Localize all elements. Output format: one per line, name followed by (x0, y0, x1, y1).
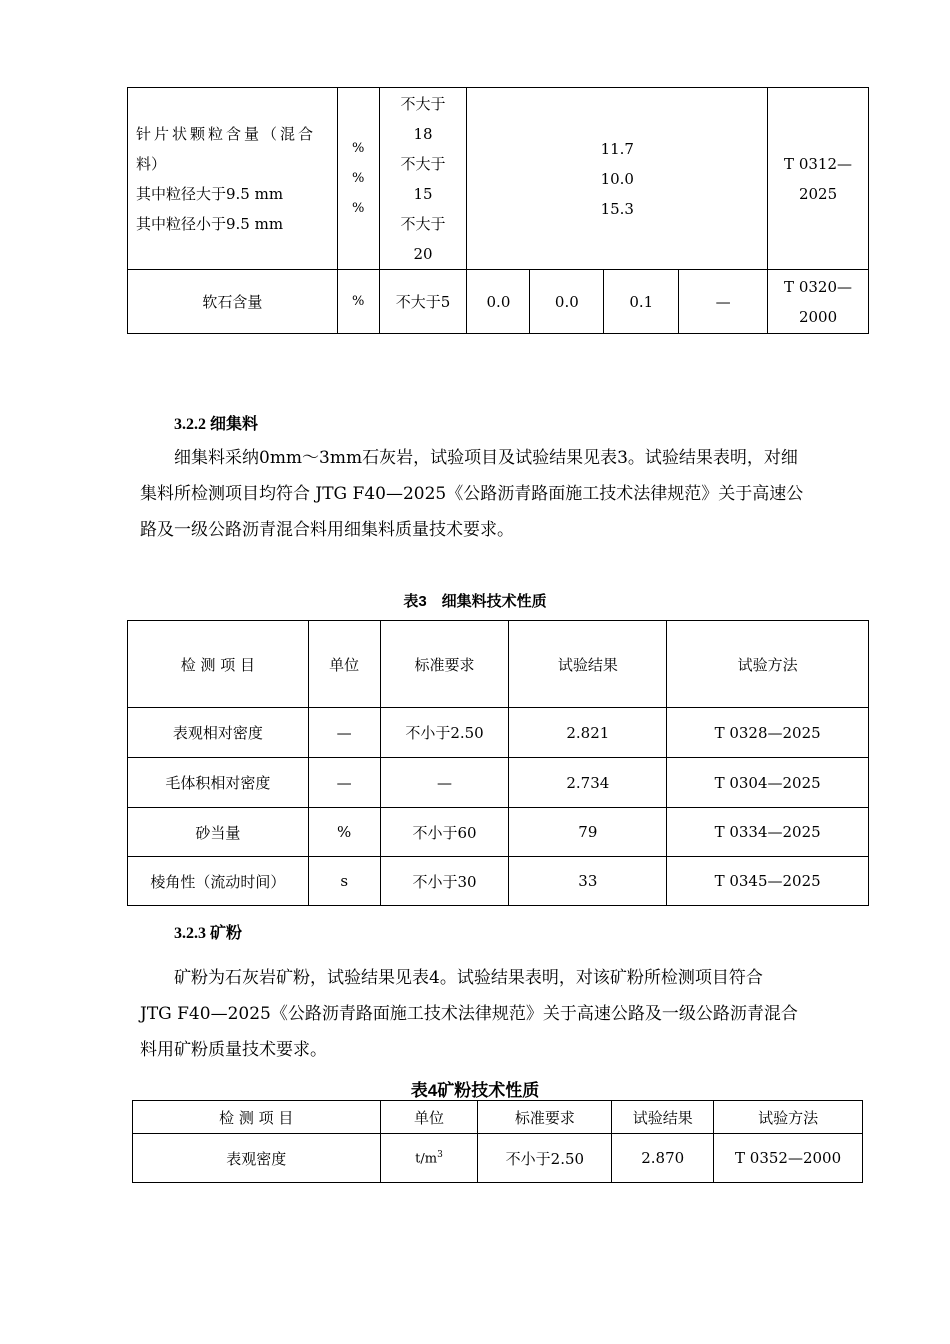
unit-line: % (351, 200, 365, 216)
paragraph-line: 路及一级公路沥青混合料用细集料质量技术要求。 (140, 520, 514, 540)
table-cell: 不小于30 (380, 857, 509, 906)
table-cell: 表观密度 (133, 1134, 381, 1183)
result-cell: — (679, 270, 768, 334)
method-cell (768, 270, 869, 334)
standard-line: 不大于 (400, 94, 446, 113)
column-header: 试验方法 (714, 1101, 863, 1134)
table-cell: 2.734 (509, 758, 667, 808)
table-header-row (133, 1101, 863, 1134)
table-cell: T 0334—2025 (667, 808, 869, 857)
coarse-aggregate-table-continued (127, 87, 869, 334)
column-header: 试验方法 (667, 621, 869, 708)
table-cell: — (308, 758, 380, 808)
paragraph-line: 矿粉为石灰岩矿粉，试验结果见表4。试验结果表明，对该矿粉所检测项目符合 (174, 968, 763, 988)
item-line: 针片状颗粒含量（混合 (136, 124, 317, 143)
table-cell: 毛体积相对密度 (128, 758, 309, 808)
mineral-powder-paragraph (140, 960, 870, 1068)
result-cell: 0.0 (530, 270, 604, 334)
unit-line: % (351, 170, 365, 186)
table3-caption: 表3 细集料技术性质 (403, 593, 547, 610)
standard-line: 18 (413, 124, 433, 143)
result-cell (467, 88, 768, 270)
table-row (128, 270, 869, 334)
unit-cell: % (337, 270, 379, 334)
standard-line: 不大于 (400, 214, 446, 233)
unit-superscript: 3 (437, 1149, 443, 1160)
result-line: 11.7 (600, 139, 634, 158)
table-cell: — (380, 758, 509, 808)
section-heading-mineral-powder: 3.2.3 矿粉 (174, 925, 243, 942)
table-row (128, 808, 869, 857)
paragraph-line: JTG F40—2025《公路沥青路面施工技术法律规范》关于高速公路及一级公路沥青混合 (140, 1004, 798, 1024)
paragraph-line: 细集料采纳0mm～3mm石灰岩，试验项目及试验结果见表3。试验结果表明，对细 (174, 448, 798, 468)
result-cell: 0.0 (467, 270, 530, 334)
unit-cell (337, 88, 379, 270)
column-header: 试验结果 (612, 1101, 714, 1134)
table-cell: 砂当量 (128, 808, 309, 857)
table-cell: T 0328—2025 (667, 708, 869, 758)
table-row (128, 758, 869, 808)
table4-caption: 表4矿粉技术性质 (410, 1081, 540, 1100)
paragraph-line: 料用矿粉质量技术要求。 (140, 1040, 327, 1060)
method-cell (768, 88, 869, 270)
table-header-row (128, 621, 869, 708)
item-cell: 软石含量 (128, 270, 338, 334)
method-line: 2025 (798, 184, 838, 203)
table-cell: % (308, 808, 380, 857)
item-line: 其中粒径大于9.5 mm (136, 184, 284, 203)
fine-aggregate-paragraph (140, 440, 870, 548)
table-cell: 不小于60 (380, 808, 509, 857)
table-cell: 2.821 (509, 708, 667, 758)
column-header: 单位 (308, 621, 380, 708)
unit-base: t/m (415, 1151, 438, 1167)
table-cell: T 0352—2000 (714, 1134, 863, 1183)
standard-line: 15 (413, 184, 433, 203)
column-header: 检 测 项 目 (128, 621, 309, 708)
fine-aggregate-table (127, 620, 869, 906)
method-line: 2000 (798, 307, 838, 326)
item-line: 料） (136, 154, 167, 173)
table-cell: 不小于2.50 (478, 1134, 612, 1183)
table-cell: 棱角性（流动时间） (128, 857, 309, 906)
unit-line: % (351, 140, 365, 156)
item-line: 其中粒径小于9.5 mm (136, 214, 284, 233)
method-line: T 0320— (784, 277, 852, 296)
table-row (128, 857, 869, 906)
column-header: 标准要求 (380, 621, 509, 708)
standard-cell (379, 88, 467, 270)
mineral-powder-table (132, 1100, 863, 1183)
table-cell: 79 (509, 808, 667, 857)
table-row (128, 88, 869, 270)
table-cell: 不小于2.50 (380, 708, 509, 758)
table-cell: T 0345—2025 (667, 857, 869, 906)
standard-cell: 不大于5 (379, 270, 467, 334)
table-row (133, 1134, 863, 1183)
table-cell: 2.870 (612, 1134, 714, 1183)
standard-line: 20 (413, 244, 433, 263)
table-cell: s (308, 857, 380, 906)
column-header: 检 测 项 目 (133, 1101, 381, 1134)
table-cell-unit (380, 1134, 478, 1183)
table-cell: 表观相对密度 (128, 708, 309, 758)
table-cell: T 0304—2025 (667, 758, 869, 808)
item-cell (128, 88, 338, 270)
section-heading-fine-aggregate: 3.2.2 细集料 (174, 416, 259, 433)
paragraph-line: 集料所检测项目均符合 JTG F40—2025《公路沥青路面施工技术法律规范》关于高速公 (140, 484, 804, 504)
table-cell: 33 (509, 857, 667, 906)
column-header: 标准要求 (478, 1101, 612, 1134)
result-line: 10.0 (600, 169, 634, 188)
standard-line: 不大于 (400, 154, 446, 173)
table-cell: — (308, 708, 380, 758)
column-header: 单位 (380, 1101, 478, 1134)
result-cell: 0.1 (604, 270, 679, 334)
table-row (128, 708, 869, 758)
column-header: 试验结果 (509, 621, 667, 708)
method-line: T 0312— (784, 154, 852, 173)
result-line: 15.3 (600, 199, 634, 218)
